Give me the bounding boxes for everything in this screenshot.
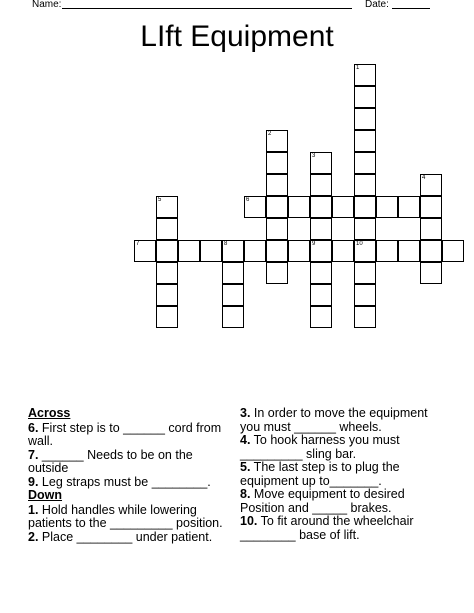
crossword-cell[interactable]: [376, 196, 398, 218]
cell-number: 8: [224, 241, 228, 247]
crossword-cell[interactable]: [354, 306, 376, 328]
crossword-cell[interactable]: [266, 262, 288, 284]
crossword-cell[interactable]: [420, 262, 442, 284]
clue-down-5: [240, 461, 440, 488]
cell-number: 2: [268, 131, 272, 137]
clue-text: Leg straps must be ________.: [38, 474, 211, 489]
crossword-cell[interactable]: [156, 284, 178, 306]
crossword-cell[interactable]: [310, 218, 332, 240]
crossword-cell[interactable]: [354, 174, 376, 196]
crossword-cell[interactable]: [354, 262, 376, 284]
cell-number: 4: [422, 175, 426, 181]
crossword-cell[interactable]: [310, 196, 332, 218]
crossword-cell[interactable]: [398, 196, 420, 218]
crossword-cell[interactable]: [156, 306, 178, 328]
crossword-cell[interactable]: [332, 240, 354, 262]
crossword-cell[interactable]: [420, 174, 442, 196]
cell-number: 9: [312, 241, 316, 247]
crossword-cell[interactable]: [200, 240, 222, 262]
clue-number: 1.: [28, 502, 39, 517]
crossword-cell[interactable]: [310, 284, 332, 306]
crossword-cell[interactable]: [266, 130, 288, 152]
clue-text: In order to move the equipment you must ______ wheels.: [240, 406, 428, 434]
crossword-cell[interactable]: [178, 240, 200, 262]
clue-number: 7.: [28, 447, 39, 462]
clue-number: 4.: [240, 433, 251, 447]
clue-across-6: [28, 422, 233, 449]
cell-number: 3: [312, 153, 316, 159]
crossword-cell[interactable]: [222, 306, 244, 328]
date-label: Date:: [365, 0, 389, 10]
clue-down-2: [28, 531, 233, 545]
crossword-cell[interactable]: [266, 152, 288, 174]
crossword-cell[interactable]: [310, 240, 332, 262]
clue-text: Move equipment to desired Position and _____ brakes.: [240, 487, 405, 515]
cell-number: 10: [356, 241, 363, 247]
clue-down-8: [240, 488, 440, 515]
crossword-cell[interactable]: [354, 218, 376, 240]
clue-text: To hook harness you must _________ sling bar.: [240, 433, 400, 461]
crossword-cell[interactable]: [420, 240, 442, 262]
crossword-cell[interactable]: [420, 196, 442, 218]
crossword-cell[interactable]: [310, 306, 332, 328]
crossword-cell[interactable]: [156, 196, 178, 218]
crossword-cell[interactable]: [288, 240, 310, 262]
crossword-cell[interactable]: [354, 196, 376, 218]
crossword-cell[interactable]: [354, 240, 376, 262]
clue-across-7: [28, 449, 233, 476]
crossword-cell[interactable]: [354, 86, 376, 108]
crossword-cell[interactable]: [134, 240, 156, 262]
cell-number: 7: [136, 241, 140, 247]
crossword-cell[interactable]: [310, 174, 332, 196]
crossword-cell[interactable]: [354, 130, 376, 152]
clue-down-10: [240, 515, 440, 542]
crossword-cell[interactable]: [244, 196, 266, 218]
crossword-cell[interactable]: [266, 218, 288, 240]
clue-text: Hold handles while lowering patients to the _________ position.: [28, 502, 223, 530]
clue-down-3: [240, 407, 440, 434]
crossword-cell[interactable]: [354, 108, 376, 130]
clue-number: 3.: [240, 406, 251, 420]
clue-number: 5.: [240, 460, 251, 474]
crossword-cell[interactable]: [156, 240, 178, 262]
clue-number: 2.: [28, 529, 39, 544]
crossword-cell[interactable]: [420, 218, 442, 240]
crossword-cell[interactable]: [222, 284, 244, 306]
crossword-cell[interactable]: [354, 152, 376, 174]
crossword-cell[interactable]: [354, 64, 376, 86]
crossword-cell[interactable]: [442, 240, 464, 262]
clue-number: 9.: [28, 474, 39, 489]
clue-number: 10.: [240, 514, 258, 528]
name-label: Name:: [32, 0, 62, 10]
crossword-cell[interactable]: [156, 262, 178, 284]
down-heading: Down: [28, 488, 63, 502]
crossword-cell[interactable]: [156, 218, 178, 240]
crossword-cell[interactable]: [244, 240, 266, 262]
clue-down-4: [240, 434, 440, 461]
clue-text: First step is to ______ cord from wall.: [28, 420, 222, 448]
crossword-cell[interactable]: [376, 240, 398, 262]
across-heading: Across: [28, 406, 71, 420]
crossword-cell[interactable]: [310, 152, 332, 174]
crossword-cell[interactable]: [222, 262, 244, 284]
crossword-cell[interactable]: [310, 262, 332, 284]
left-clue-column: [28, 407, 233, 544]
crossword-cell[interactable]: [222, 240, 244, 262]
clue-text: Place ________ under patient.: [38, 529, 213, 544]
crossword-cell[interactable]: [332, 196, 354, 218]
cell-number: 1: [356, 65, 360, 71]
right-clue-column: [240, 407, 440, 542]
clue-down-1: [28, 504, 233, 531]
cell-number: 6: [246, 197, 250, 203]
clue-across-9: [28, 476, 233, 490]
clue-text: To fit around the wheelchair ________ base of lift.: [240, 514, 414, 542]
crossword-cell[interactable]: [266, 174, 288, 196]
crossword-cell[interactable]: [398, 240, 420, 262]
crossword-cell[interactable]: [266, 240, 288, 262]
clue-number: 6.: [28, 420, 39, 435]
page-title: LIft Equipment: [140, 20, 334, 53]
clue-number: 8.: [240, 487, 251, 501]
crossword-cell[interactable]: [266, 196, 288, 218]
clue-text: The last step is to plug the equipment up to_______.: [240, 460, 400, 488]
crossword-cell[interactable]: [354, 284, 376, 306]
crossword-cell[interactable]: [288, 196, 310, 218]
cell-number: 5: [158, 197, 162, 203]
clue-text: ______ Needs to be on the outside: [28, 447, 193, 475]
